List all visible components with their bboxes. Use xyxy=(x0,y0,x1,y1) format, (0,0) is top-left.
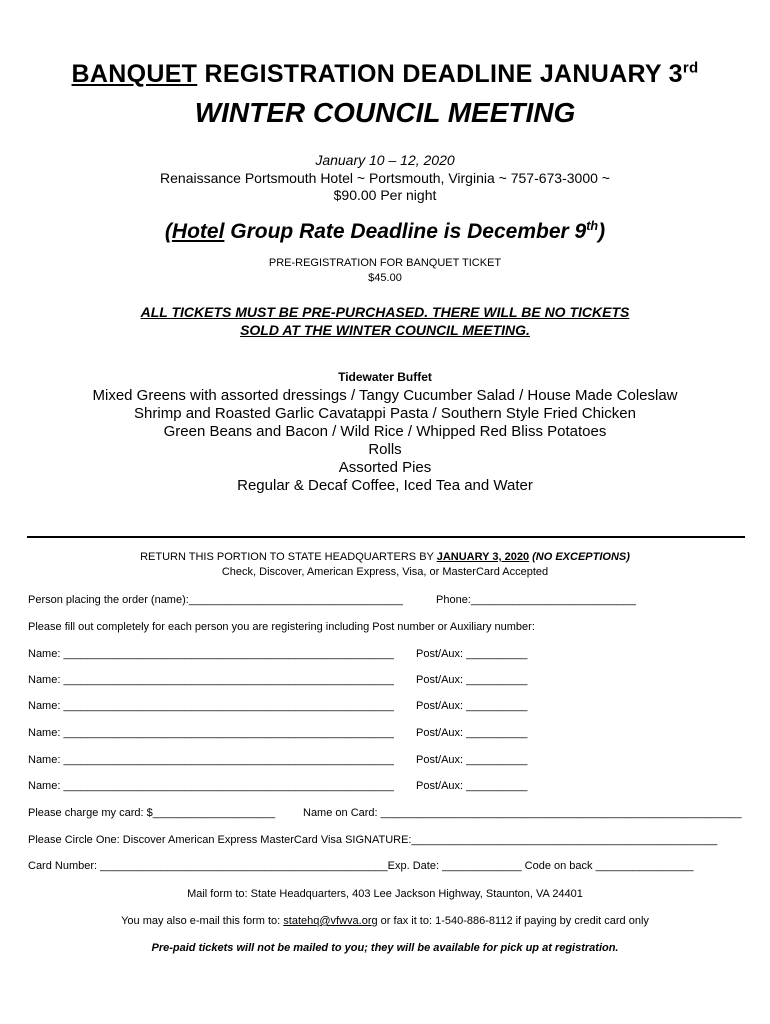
menu-item: Green Beans and Bacon / Wild Rice / Whipped Red Bliss Potatoes xyxy=(163,423,607,440)
hotel-rate: $90.00 Per night xyxy=(333,187,437,203)
fill-instructions: Please fill out completely for each person you are registering including Post number or Auxiliary number: xyxy=(28,621,535,633)
email-prefix: You may also e-mail this form to: xyxy=(121,915,284,927)
deadline-close: ) xyxy=(598,220,606,243)
payment-methods: Check, Discover, American Express, Visa, or MasterCard Accepted xyxy=(221,566,549,578)
hotel-deadline xyxy=(0,220,770,244)
email-fax-line xyxy=(0,915,770,927)
section-divider xyxy=(27,536,745,538)
attendee-post-field[interactable]: Post/Aux: __________ xyxy=(416,780,528,792)
title-rest: REGISTRATION DEADLINE JANUARY 3 xyxy=(197,60,683,88)
attendee-post-field[interactable]: Post/Aux: __________ xyxy=(416,700,528,712)
charge-amount-field[interactable]: Please charge my card: $____________________ xyxy=(28,807,276,819)
warning-line-2: SOLD AT THE WINTER COUNCIL MEETING. xyxy=(240,322,530,338)
mail-address: Mail form to: State Headquarters, 403 Lee Jackson Highway, Staunton, VA 24401 xyxy=(187,888,583,900)
attendee-name-field[interactable]: Name: ______________________________________________________ xyxy=(28,780,394,792)
prepaid-note: Pre-paid tickets will not be mailed to you; they will be available for pick up at registration. xyxy=(151,942,619,954)
attendee-name-field[interactable]: Name: ______________________________________________________ xyxy=(28,674,394,686)
card-type-signature-field[interactable]: Please Circle One: Discover American Express MasterCard Visa SIGNATURE:__________________________________________________ xyxy=(28,834,718,846)
menu-item: Shrimp and Roasted Garlic Cavatappi Pasta / Southern Style Fried Chicken xyxy=(134,405,636,422)
meeting-dates: January 10 – 12, 2020 xyxy=(315,152,455,168)
card-number-field[interactable]: Card Number: _______________________________________________Exp. Date: _____________ Code on back ________________ xyxy=(28,860,694,872)
prereg-label: PRE-REGISTRATION FOR BANQUET TICKET xyxy=(268,257,502,269)
email-suffix: or fax it to: 1-540-886-8112 if paying by credit card only xyxy=(377,915,649,927)
title-underlined: BANQUET xyxy=(71,60,198,88)
attendee-post-field[interactable]: Post/Aux: __________ xyxy=(416,674,528,686)
attendee-post-field[interactable]: Post/Aux: __________ xyxy=(416,648,528,660)
return-date: JANUARY 3, 2020 xyxy=(436,551,530,563)
attendee-name-field[interactable]: Name: ______________________________________________________ xyxy=(28,648,394,660)
title-superscript: rd xyxy=(682,59,699,77)
menu-item: Assorted Pies xyxy=(338,459,432,476)
return-prefix: RETURN THIS PORTION TO STATE HEADQUARTERS BY xyxy=(140,551,437,563)
menu-title: Tidewater Buffet xyxy=(338,370,432,384)
menu-list xyxy=(0,387,770,495)
deadline-open: ( xyxy=(164,220,172,243)
attendee-name-field[interactable]: Name: ______________________________________________________ xyxy=(28,754,394,766)
hotel-info: Renaissance Portsmouth Hotel ~ Portsmouth, Virginia ~ 757-673-3000 ~ xyxy=(160,170,610,186)
deadline-rest: Group Rate Deadline is December 9 xyxy=(224,220,587,243)
name-on-card-field[interactable]: Name on Card: ___________________________________________________________ xyxy=(303,807,742,819)
deadline-underlined: Hotel xyxy=(171,220,225,243)
menu-item: Rolls xyxy=(368,441,402,458)
return-exceptions: (NO EXCEPTIONS) xyxy=(529,551,630,563)
attendee-post-field[interactable]: Post/Aux: __________ xyxy=(416,754,528,766)
person-name-field[interactable]: Person placing the order (name):___________________________________ xyxy=(28,594,403,606)
menu-item: Regular & Decaf Coffee, Iced Tea and Water xyxy=(237,477,533,494)
warning-line-1: ALL TICKETS MUST BE PRE-PURCHASED. THERE WILL BE NO TICKETS xyxy=(140,304,630,320)
banquet-deadline-title xyxy=(0,60,770,89)
return-instructions xyxy=(0,551,770,563)
ticket-price: $45.00 xyxy=(368,272,402,284)
deadline-superscript: th xyxy=(586,219,599,233)
phone-field[interactable]: Phone:___________________________ xyxy=(436,594,637,606)
attendee-name-field[interactable]: Name: ______________________________________________________ xyxy=(28,700,394,712)
meeting-subtitle: WINTER COUNCIL MEETING xyxy=(194,97,576,128)
attendee-post-field[interactable]: Post/Aux: __________ xyxy=(416,727,528,739)
attendee-name-field[interactable]: Name: ______________________________________________________ xyxy=(28,727,394,739)
email-link[interactable]: statehq@vfwva.org xyxy=(283,915,378,927)
menu-item: Mixed Greens with assorted dressings / Tangy Cucumber Salad / House Made Coleslaw xyxy=(92,387,678,404)
